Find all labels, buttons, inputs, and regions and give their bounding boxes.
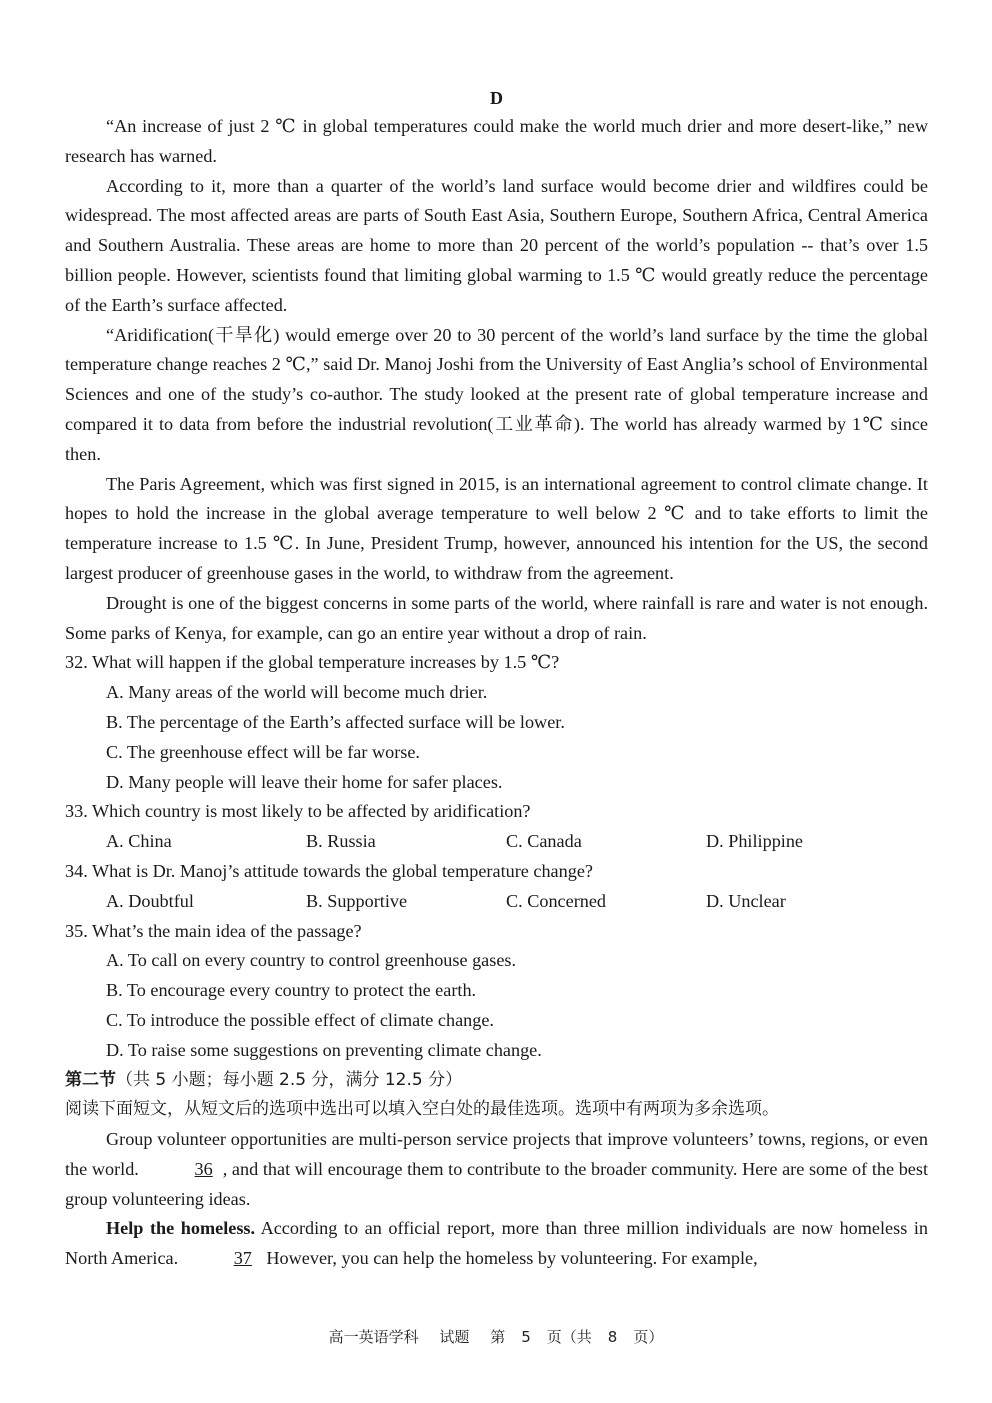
question-35 [65, 917, 928, 1066]
passage-title: D [490, 88, 503, 108]
question-stem: 32. What will happen if the global temperature increases by 1.5 ℃? [65, 652, 560, 673]
option-d: D. Philippine [706, 831, 804, 852]
footer-total-suffix: 页） [633, 1328, 664, 1346]
option-c: C. The greenhouse effect will be far worse. [106, 741, 420, 762]
section-heading-title: 第二节 [65, 1069, 116, 1090]
subheading: Help the homeless. [106, 1218, 256, 1239]
paragraph [65, 1214, 928, 1274]
option-d: D. Unclear [706, 890, 786, 911]
option-b: B. Supportive [306, 890, 408, 911]
option-c: C. To introduce the possible effect of climate change. [106, 1009, 494, 1030]
question-stem: 35. What’s the main idea of the passage? [65, 920, 362, 941]
option-a: A. China [106, 831, 172, 852]
paragraph-text: According to an official report, more than three million individuals are now homeless in North America. [65, 1218, 928, 1269]
option-b: B. Russia [306, 831, 376, 852]
blank-37: 37 [233, 1248, 252, 1269]
option-b: B. The percentage of the Earth’s affected surface will be lower. [106, 711, 565, 732]
question-34 [65, 857, 928, 917]
paragraph: “An increase of just 2 ℃ in global temperatures could make the world much drier and more desert-like,” new research has warned. [65, 116, 928, 166]
question-stem: 34. What is Dr. Manoj’s attitude towards the global temperature change? [65, 860, 593, 881]
footer-total-pages: 8 [607, 1328, 618, 1346]
paragraph-text: Group volunteer opportunities are multi-person service projects that improve volunteers’ towns, regions, or even the world. [65, 1129, 928, 1179]
question-32 [65, 648, 928, 797]
paragraph: The Paris Agreement, which was first signed in 2015, is an international agreement to control climate change. It hopes to hold the increase in the global average temperature to well below 2 ℃ and to take efforts to limit the temperature increase to 1.5 ℃. In June, President Trump, however, announced his intention for the US, the second largest producer of greenhouse gases in the world, to withdraw from the agreement. [65, 473, 928, 583]
option-a: A. To call on every country to control greenhouse gases. [106, 950, 517, 971]
option-b: B. To encourage every country to protect the earth. [106, 980, 477, 1001]
option-d: D. To raise some suggestions on preventing climate change. [106, 1039, 542, 1060]
paragraph: According to it, more than a quarter of the world’s land surface would become drier and wildfires could be widespread. The most affected areas are parts of South East Asia, Southern Europe, Southern Africa, Central America and Southern Australia. These areas are home to more than 20 percent of the world’s population -- that’s over 1.5 billion people. However, scientists found that limiting global warming to 1.5 ℃ would greatly reduce the percentage of the Earth’s surface affected. [65, 175, 928, 315]
option-d: D. Many people will leave their home for safer places. [106, 771, 503, 792]
page-footer [0, 1326, 992, 1347]
section-heading-scoring: （共 5 小题；每小题 2.5 分，满分 12.5 分） [116, 1069, 463, 1090]
question-33 [65, 797, 928, 857]
section-instruction: 阅读下面短文，从短文后的选项中选出可以填入空白处的最佳选项。选项中有两项为多余选项。 [65, 1099, 779, 1120]
option-a: A. Many areas of the world will become much drier. [106, 682, 488, 703]
options-row [65, 887, 928, 917]
options-row [65, 827, 928, 857]
paragraph: “Aridification(干旱化) would emerge over 20 to 30 percent of the world’s land surface by the time the global temperature change reaches 2 ℃,” said Dr. Manoj Joshi from the University of East Anglia’s school of Environmental Sciences and one of the study’s co-author. The study looked at the present rate of global temperature increase and compared it to data from before the industrial revolution(工业革命). The world has already warmed by 1℃ since then. [65, 324, 928, 464]
blank-36: 36 [194, 1158, 213, 1179]
footer-exam: 试题 [439, 1328, 470, 1346]
footer-subject: 高一英语学科 [328, 1328, 419, 1346]
option-c: C. Canada [506, 831, 582, 852]
paragraph: Drought is one of the biggest concerns in some parts of the world, where rainfall is rare and water is not enough. Some parks of Kenya, for example, can go an entire year without a drop of rain. [65, 592, 928, 643]
footer-page-prefix: 第 [490, 1328, 506, 1346]
question-stem: 33. Which country is most likely to be affected by aridification? [65, 801, 531, 822]
option-c: C. Concerned [506, 890, 607, 911]
paragraph [65, 1125, 928, 1214]
footer-page-number: 5 [521, 1328, 531, 1346]
paragraph-text: , and that will encourage them to contribute to the broader community. Here are some of the best group volunteering ideas. [65, 1158, 929, 1209]
paragraph-text: However, you can help the homeless by volunteering. For example, [261, 1248, 758, 1269]
footer-page-suffix: 页（共 [546, 1328, 592, 1346]
exam-page [65, 84, 928, 1274]
option-a: A. Doubtful [106, 890, 194, 911]
section-heading [65, 1066, 928, 1096]
